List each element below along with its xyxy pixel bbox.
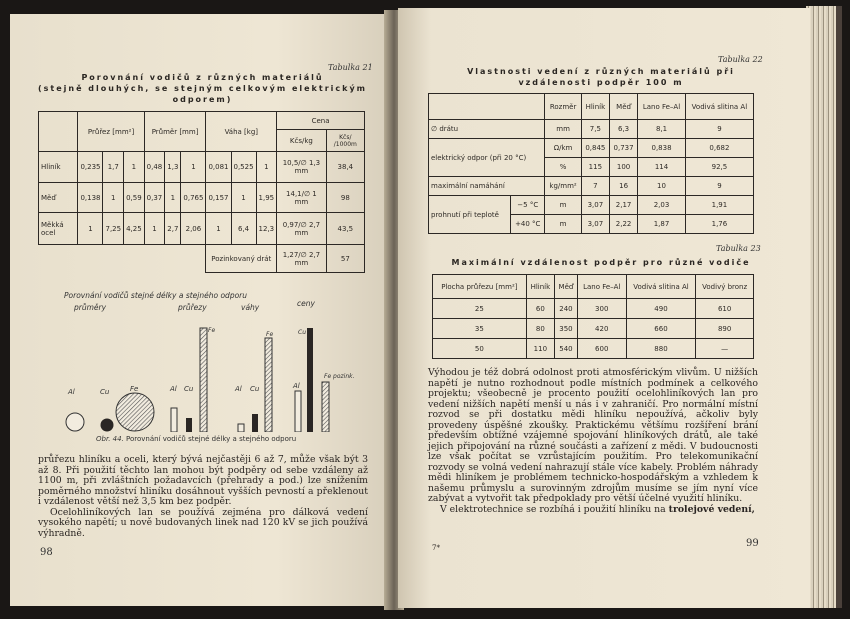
- left-body-text: [38, 455, 368, 539]
- text: V elektrotechnice se rozbíhá i použití hliníku na: [440, 503, 669, 515]
- cell: 3,07: [581, 215, 609, 234]
- cell: 0,59: [124, 183, 145, 213]
- cell: 1: [165, 183, 181, 213]
- label-ceny: ceny: [297, 299, 315, 308]
- empty-header: [429, 94, 545, 120]
- cell: 8,1: [638, 120, 686, 139]
- cell: 0,737: [609, 139, 637, 158]
- bar-prurez-fe: [200, 328, 207, 432]
- paragraph-last: [428, 505, 758, 516]
- cell: 1: [231, 183, 256, 213]
- table-21-label: Tabulka 21: [328, 63, 373, 72]
- header-kcs-1000m: Kčs/ /1000m: [326, 130, 364, 152]
- header-vaha: Váha [kg]: [206, 112, 277, 152]
- page-number: 98: [40, 547, 53, 558]
- header-cena: Cena: [277, 112, 365, 130]
- right-page: [398, 8, 810, 608]
- cell: 2,22: [609, 215, 637, 234]
- cell: 0,97/∅ 2,7 mm: [277, 213, 327, 245]
- header: Rozměr: [545, 94, 581, 120]
- cell: 1: [124, 152, 145, 183]
- right-body-text: [428, 368, 758, 515]
- table-21: [38, 111, 365, 273]
- header: Hliník: [581, 94, 609, 120]
- cell: 540: [555, 339, 578, 359]
- cell: 43,5: [326, 213, 364, 245]
- cell: mm: [545, 120, 581, 139]
- figure-heading: Porovnání vodičů stejné délky a stejného odporu: [64, 291, 248, 300]
- label-al: Al: [235, 385, 242, 393]
- circle-al: [66, 413, 84, 431]
- label-fe: Fe: [266, 331, 274, 338]
- row-name: prohnutí při teplotě: [429, 196, 511, 234]
- cell: 0,838: [638, 139, 686, 158]
- paragraph: průřezu hliníku a oceli, který bývá nejčastěji 6 až 7, může však být 3 až 8. Při použití těchto lan mohou být podpěry od sebe vzdáleny až 1100 m, při zvláštních požadavcích (přehrady a pod.) lze snížením poměrného množství hliníku dosáhnout vyšších pevností a překlenout i vzdálenost větší než 3,5 km bez podpěr.: [38, 454, 368, 507]
- header: Měď: [555, 275, 578, 299]
- cell: 1: [103, 183, 124, 213]
- cell: 890: [696, 319, 754, 339]
- table-22: [428, 93, 754, 234]
- table-22-title: [426, 66, 776, 88]
- cell: 115: [581, 158, 609, 177]
- bar-vaha-al: [238, 424, 244, 432]
- cell: 1,3: [165, 152, 181, 183]
- label-cu: Cu: [100, 388, 110, 396]
- bar-prurez-al: [171, 408, 177, 432]
- cell: 600: [577, 339, 626, 359]
- signature-mark: 7*: [432, 544, 440, 552]
- cell: 114: [638, 158, 686, 177]
- table-row: [39, 213, 365, 245]
- cell: 9: [685, 120, 753, 139]
- cell: 1: [144, 213, 165, 245]
- table-row: [433, 339, 754, 359]
- header: Vodivá slitina Al: [626, 275, 696, 299]
- table-row: [429, 196, 754, 215]
- row-name: Měď: [39, 183, 78, 213]
- header: Lano Fe–Al: [577, 275, 626, 299]
- cell: 300: [577, 299, 626, 319]
- cell: m: [545, 215, 581, 234]
- bar-cena-cu: [307, 328, 313, 432]
- header: Hliník: [526, 275, 554, 299]
- cell: m: [545, 196, 581, 215]
- table-23-title: Maximální vzdálenost podpěr pro různé vodiče: [451, 258, 751, 267]
- cell: 60: [526, 299, 554, 319]
- cell: 880: [626, 339, 696, 359]
- cell: 80: [526, 319, 554, 339]
- bar-vaha-cu: [252, 414, 258, 432]
- cell: 1,7: [103, 152, 124, 183]
- table-22-label: Tabulka 22: [718, 55, 763, 64]
- header-prurez: Průřez [mm²]: [78, 112, 144, 152]
- cell: 1,95: [256, 183, 277, 213]
- cell: 2,17: [609, 196, 637, 215]
- cell: 7: [581, 177, 609, 196]
- caption-number: Obr. 44.: [96, 435, 124, 443]
- header-prumer: Průměr [mm]: [144, 112, 206, 152]
- cell: 1: [181, 152, 206, 183]
- header: Lano Fe–Al: [638, 94, 686, 120]
- cell: 7,25: [103, 213, 124, 245]
- page-edges: [806, 6, 842, 608]
- label-prumery: průměry: [74, 303, 107, 312]
- label-al: Al: [170, 385, 177, 393]
- circle-fe: [116, 393, 154, 431]
- cell: 0,37: [144, 183, 165, 213]
- cell: 6,3: [609, 120, 637, 139]
- bar-cena-fe-pozink: [322, 382, 329, 432]
- cell: 0,48: [144, 152, 165, 183]
- cell: 92,5: [685, 158, 753, 177]
- table-row: [39, 183, 365, 213]
- title-line: vzdálenosti podpěr 100 m: [518, 78, 684, 87]
- table-row: [429, 120, 754, 139]
- page-number: 99: [746, 538, 759, 549]
- cell: 10,5/∅ 1,3 mm: [277, 152, 327, 183]
- table-row: [429, 139, 754, 158]
- pozink-label: Pozinkovaný drát: [206, 245, 277, 273]
- row-name: elektrický odpor (při 20 °C): [429, 139, 545, 177]
- cell: 12,3: [256, 213, 277, 245]
- cell: 7,5: [581, 120, 609, 139]
- cell: 1,87: [638, 215, 686, 234]
- header: Plocha průřezu [mm²]: [433, 275, 527, 299]
- cell: 6,4: [231, 213, 256, 245]
- cell: 1,91: [685, 196, 753, 215]
- title-line: Vlastnosti vedení z různých materiálů při: [467, 67, 735, 76]
- cell: 1: [78, 213, 103, 245]
- header: Vodivý bronz: [696, 275, 754, 299]
- cell: kg/mm²: [545, 177, 581, 196]
- bar-vaha-fe: [265, 338, 272, 432]
- table-row: [433, 319, 754, 339]
- paragraph: Ocelohliníkových lan se používá zejména pro dálková vedení vysokého napětí; u nově budovaných linek nad 120 kV se jich používá výhradně.: [38, 506, 368, 539]
- cell: 240: [555, 299, 578, 319]
- label-al: Al: [293, 382, 300, 390]
- table-21-title: [30, 72, 375, 105]
- cell: 350: [555, 319, 578, 339]
- table-row: [39, 152, 365, 183]
- label-al: Al: [68, 388, 75, 396]
- cell: 35: [433, 319, 527, 339]
- bar-prurez-cu: [186, 418, 192, 432]
- cell: 4,25: [124, 213, 145, 245]
- bold-text: trolejové vedení,: [668, 503, 755, 515]
- row-name: Měkká ocel: [39, 213, 78, 245]
- cell: 14,1/∅ 1 mm: [277, 183, 327, 213]
- cell: 38,4: [326, 152, 364, 183]
- cell: 1,76: [685, 215, 753, 234]
- cell: 25: [433, 299, 527, 319]
- cell: 16: [609, 177, 637, 196]
- bar-cena-al: [295, 391, 301, 432]
- label-cu: Cu: [298, 329, 306, 336]
- cell: 1: [256, 152, 277, 183]
- header-kcs-kg: Kčs/kg: [277, 130, 327, 152]
- cell: 0,138: [78, 183, 103, 213]
- figure-44: [50, 286, 370, 432]
- cell: 490: [626, 299, 696, 319]
- cell: 9: [685, 177, 753, 196]
- left-page: [10, 14, 390, 606]
- label-cu: Cu: [184, 385, 194, 393]
- title-line: odporem): [172, 95, 233, 104]
- circle-cu: [101, 419, 114, 432]
- label-cu: Cu: [250, 385, 260, 393]
- table-23: [432, 274, 754, 359]
- cell: 50: [433, 339, 527, 359]
- temp-minus: −5 °C: [511, 196, 545, 215]
- figure-caption: [96, 435, 296, 443]
- cell: 1: [206, 213, 231, 245]
- empty-header: [39, 112, 78, 152]
- row-name: maximální namáhání: [429, 177, 545, 196]
- cell: 420: [577, 319, 626, 339]
- title-line: (stejně dlouhých, se stejným celkovým elektrickým: [37, 84, 367, 93]
- cell: %: [545, 158, 581, 177]
- cell: 0,525: [231, 152, 256, 183]
- label-fe: Fe: [130, 385, 139, 393]
- cell: 660: [626, 319, 696, 339]
- cell: 57: [326, 245, 364, 273]
- table-row: [39, 245, 365, 273]
- title-line: Porovnání vodičů z různých materiálů: [81, 73, 324, 82]
- cell: 610: [696, 299, 754, 319]
- cell: 98: [326, 183, 364, 213]
- cell: Ω/km: [545, 139, 581, 158]
- cell: 100: [609, 158, 637, 177]
- header: Měď: [609, 94, 637, 120]
- row-name: Hliník: [39, 152, 78, 183]
- cell: 0,157: [206, 183, 231, 213]
- temp-plus: +40 °C: [511, 215, 545, 234]
- cell: 0,081: [206, 152, 231, 183]
- empty-cell: [39, 245, 206, 273]
- table-23-label: Tabulka 23: [716, 244, 761, 253]
- cell: 10: [638, 177, 686, 196]
- cell: 2,03: [638, 196, 686, 215]
- table-row: [429, 177, 754, 196]
- row-name: ∅ drátu: [429, 120, 545, 139]
- label-vahy: váhy: [241, 303, 260, 312]
- label-fe-pozink: Fe pozink.: [324, 373, 355, 380]
- caption-text: Porovnání vodičů stejné délky a stejného odporu: [126, 435, 297, 443]
- cell: 3,07: [581, 196, 609, 215]
- cell: 2,06: [181, 213, 206, 245]
- cell: 0,845: [581, 139, 609, 158]
- paragraph: Výhodou je též dobrá odolnost proti atmosférickým vlivům. U nižších napětí je nutno rozhodnout podle místních podmínek a celkového projektu; všeobecně je procento použití ocelohliníkových lan pro vedení nižších napětí menší u nás i v zahraničí. Pro normální místní rozvod se při dostatku mědi hliníku nepoužívá, ačkoliv byly provedeny úspěšné zkoušky. Praktickému většímu rozšíření brání především obtížné vzájemné spojování hliníkových drátů, ale také jejich připojování na různé součásti a zařízení z mědi. V budoucnosti lze však počítat se vzrůstajícím použitím. Pro telekomunikační rozvody se volná vedení nahrazují stále více kabely. Problém náhrady mědi hliníkem je problémem technicko-hospodářským a vzhledem k našemu průmyslu a surovinným zdrojům musíme se jím nyní více zabývat a vytvořit tak předpoklady pro větší účelné využití hliníku.: [428, 367, 758, 504]
- header: Vodivá slitina Al: [685, 94, 753, 120]
- label-prurezy: průřezy: [178, 303, 207, 312]
- cell: 110: [526, 339, 554, 359]
- cell: 0,235: [78, 152, 103, 183]
- label-fe: Fe: [208, 327, 216, 334]
- cell: 0,765: [181, 183, 206, 213]
- table-row: [433, 299, 754, 319]
- cell: 2,7: [165, 213, 181, 245]
- cell: 1,27/∅ 2,7 mm: [277, 245, 327, 273]
- cell: 0,682: [685, 139, 753, 158]
- cell: —: [696, 339, 754, 359]
